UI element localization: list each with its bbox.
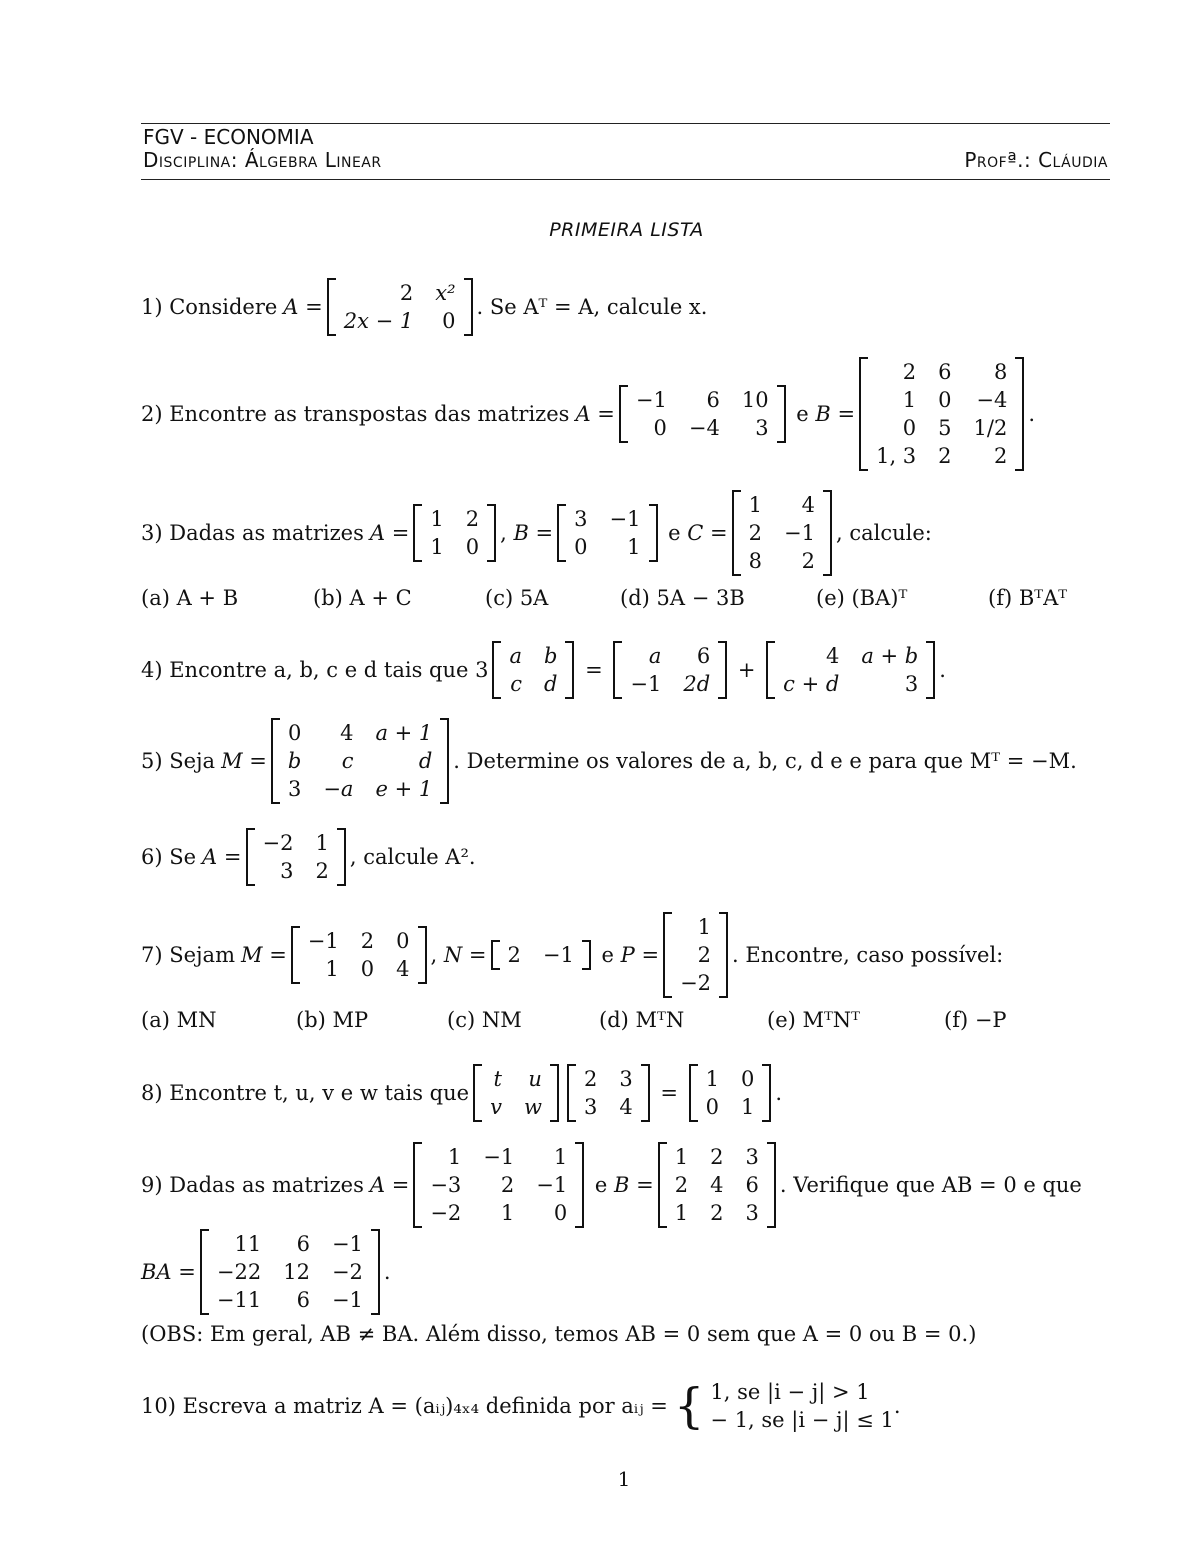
matrix-entry: 4	[340, 721, 354, 745]
matrix-entry: 0	[465, 535, 480, 559]
question-9-tail: . Verifique que AB = 0 e que	[779, 1173, 1082, 1197]
left-bracket	[327, 278, 336, 336]
matrix-entry: 0	[705, 1095, 720, 1119]
matrix-entry: 2	[465, 507, 480, 531]
left-bracket	[658, 1142, 667, 1228]
left-bracket	[246, 828, 255, 886]
matrix-entry: 6	[296, 1232, 310, 1256]
question-1: 1) Considere A = 2 x² 2x − 1 0 . Se Aᵀ = A, calcule x.	[141, 278, 707, 336]
right-bracket	[777, 385, 786, 443]
matrix-entry: 2	[315, 859, 329, 883]
cases	[710, 1380, 894, 1432]
question-6: 6) Se A = −2 1 3 2 , calcule A².	[141, 828, 476, 886]
matrix-entry: 6	[296, 1288, 310, 1312]
question-4-lead: 4) Encontre a, b, c e d tais que 3	[141, 658, 489, 682]
matrix-entry: 1	[447, 1145, 462, 1169]
question-9-ba: BA = 11 6 −1 −22 12 −2 −11 6 −1 .	[141, 1229, 391, 1315]
question-7-lead: 7) Sejam	[141, 943, 235, 967]
q6-matrix-a	[246, 828, 346, 886]
matrix-entry: 2	[938, 444, 952, 468]
q2-matrix-a	[619, 385, 786, 443]
matrix-entry: t	[493, 1067, 502, 1091]
left-bracket	[689, 1064, 698, 1122]
matrix-entry: c	[510, 672, 523, 696]
q3-item-b: (b) A + C	[313, 586, 412, 610]
question-9-obs: (OBS: Em geral, AB ≠ BA. Além disso, temos AB = 0 sem que A = 0 ou B = 0.)	[141, 1322, 977, 1346]
left-bracket	[619, 385, 628, 443]
q3-item-d: (d) 5A − 3B	[620, 586, 745, 610]
left-bracket	[200, 1229, 209, 1315]
q4-matrix-2	[613, 641, 727, 699]
header-bottom-rule	[141, 179, 1110, 180]
matrix-entry: 2	[801, 549, 815, 573]
q2-matrix-b	[859, 357, 1024, 471]
question-3-tail: , calcule:	[835, 521, 932, 545]
q8-matrix-1	[473, 1064, 559, 1122]
matrix-entry: 12	[283, 1260, 310, 1284]
matrix-entry: 3	[287, 777, 302, 801]
matrix-entry: −22	[216, 1260, 262, 1284]
left-bracket	[557, 504, 566, 562]
page-number: 1	[617, 1467, 631, 1491]
right-bracket	[718, 641, 727, 699]
question-10: 10) Escreva a matriz A = (aᵢⱼ)₄ₓ₄ definida por aᵢⱼ = { 1, se |i − j| > 1 − 1, se |i − j| ≤ 1 .	[141, 1378, 901, 1434]
matrix-entry: 4	[396, 957, 410, 981]
header-top-rule	[141, 123, 1110, 124]
q7-item-e: (e) MᵀNᵀ	[767, 1008, 861, 1032]
matrix-entry: −1	[536, 1173, 568, 1197]
right-bracket	[582, 940, 591, 970]
q7-matrix-n	[491, 940, 591, 970]
question-4: 4) Encontre a, b, c e d tais que 3 a b c d = a 6 −1 2d + 4 a + b c + d 3 .	[141, 641, 946, 699]
matrix-entry: 4	[619, 1095, 633, 1119]
matrix-entry: 2	[993, 444, 1008, 468]
case-1: 1, se |i − j| > 1	[710, 1380, 870, 1404]
left-bracket	[492, 641, 501, 699]
matrix-entry: −1	[331, 1232, 363, 1256]
right-bracket	[440, 718, 449, 804]
matrix-entry: 1	[674, 1201, 689, 1225]
question-8: 8) Encontre t, u, v e w tais que t u v w 2 3 3 4 = 1 0 0 1 .	[141, 1064, 782, 1122]
matrix-entry: 0	[741, 1067, 755, 1091]
right-bracket	[565, 641, 574, 699]
matrix-entry: 8	[993, 360, 1008, 384]
matrix-entry: −2	[331, 1260, 363, 1284]
matrix-entry: −1	[630, 672, 662, 696]
left-bracket	[413, 1142, 422, 1228]
matrix-entry: 2	[902, 360, 917, 384]
matrix-entry: a + 1	[375, 721, 433, 745]
question-2: 2) Encontre as transpostas das matrizes A = −1 6 10 0 −4 3 e B = 2 6 8 1 0 −4 0 5 1/2 1, 3 2 2 .	[141, 357, 1035, 471]
matrix-entry: 3	[904, 672, 919, 696]
matrix-entry: 3	[619, 1067, 633, 1091]
q3-item-e: (e) (BA)ᵀ	[816, 586, 908, 610]
right-bracket	[550, 1064, 559, 1122]
q9-matrix-ba	[200, 1229, 380, 1315]
q3-matrix-a	[413, 504, 496, 562]
matrix-entry: 1	[748, 493, 763, 517]
matrix-entry: 0	[360, 957, 375, 981]
q3-item-c: (c) 5A	[485, 586, 549, 610]
matrix-entry: −1	[542, 943, 574, 967]
matrix-entry: 2	[710, 1201, 724, 1225]
matrix-entry: 1	[500, 1201, 515, 1225]
case-2: − 1, se |i − j| ≤ 1	[710, 1408, 894, 1432]
matrix-entry: 0	[938, 388, 952, 412]
matrix-entry: w	[523, 1095, 542, 1119]
right-bracket	[418, 926, 427, 984]
matrix-entry: 1	[315, 831, 329, 855]
question-3: 3) Dadas as matrizes A = 1 2 1 0 , B = 3 −1 0 1 e C = 1 4 2 −1 8 2 , calcule:	[141, 490, 932, 576]
matrix-entry: 1, 3	[876, 444, 917, 468]
left-bracket	[859, 357, 868, 471]
matrix-entry: 1	[430, 535, 444, 559]
professor-label: Profª.: Cláudia	[964, 148, 1108, 172]
matrix-entry: 3	[745, 1145, 759, 1169]
question-6-tail: , calcule A².	[349, 845, 476, 869]
matrix-entry: 6	[938, 360, 952, 384]
question-5: 5) Seja M = 0 4 a + 1 b c d 3 −a e + 1 . Determine os valores de a, b, c, d e e para que Mᵀ = −M.	[141, 718, 1077, 804]
matrix-entry: 6	[706, 388, 720, 412]
matrix-entry: d	[418, 749, 433, 773]
matrix-entry: 3	[574, 507, 588, 531]
matrix-entry: 2	[360, 929, 375, 953]
q5-matrix-m	[271, 718, 449, 804]
matrix-entry: b	[287, 749, 302, 773]
matrix-entry: −4	[688, 416, 720, 440]
question-7-tail: . Encontre, caso possível:	[732, 943, 1004, 967]
q7-item-f: (f) −P	[944, 1008, 1007, 1032]
q8-matrix-2	[567, 1064, 650, 1122]
matrix-entry: x²	[435, 281, 456, 305]
matrix-entry: e + 1	[375, 777, 433, 801]
q3-matrix-c	[732, 490, 832, 576]
right-bracket	[719, 912, 728, 998]
question-9-lead: 9) Dadas as matrizes	[141, 1173, 364, 1197]
matrix-entry: 1	[430, 507, 444, 531]
right-bracket	[487, 504, 496, 562]
matrix-entry: d	[544, 672, 558, 696]
matrix-entry: 2	[399, 281, 414, 305]
left-bracket	[271, 718, 280, 804]
matrix-entry: 1	[902, 388, 917, 412]
matrix-entry: 6	[745, 1173, 759, 1197]
right-bracket	[464, 278, 473, 336]
q3-matrix-b	[557, 504, 657, 562]
matrix-entry: u	[528, 1067, 542, 1091]
matrix-entry: 1	[697, 915, 712, 939]
q7-matrix-p	[663, 912, 728, 998]
matrix-entry: 0	[574, 535, 588, 559]
cases-brace: {	[673, 1378, 705, 1434]
institution-name: FGV - ECONOMIA	[143, 125, 314, 149]
matrix-entry: −1	[483, 1145, 515, 1169]
left-bracket	[291, 926, 300, 984]
question-6-lead: 6) Se	[141, 845, 197, 869]
matrix-entry: 3	[583, 1095, 598, 1119]
matrix-entry: −1	[784, 521, 815, 545]
matrix-entry: −1	[609, 507, 641, 531]
matrix-entry: −1	[635, 388, 667, 412]
q7-item-d: (d) MᵀN	[599, 1008, 685, 1032]
question-10-lead: 10) Escreva a matriz A = (aᵢⱼ)₄ₓ₄ definida por aᵢⱼ =	[141, 1394, 668, 1418]
question-8-lead: 8) Encontre t, u, v e w tais que	[141, 1081, 470, 1105]
q7-matrix-m	[291, 926, 427, 984]
matrix-entry: 4	[825, 644, 840, 668]
matrix-entry: 2	[500, 1173, 515, 1197]
matrix-entry: a	[509, 644, 523, 668]
matrix-entry: 0	[396, 929, 410, 953]
matrix-entry: 2	[697, 943, 712, 967]
question-3-lead: 3) Dadas as matrizes	[141, 521, 364, 545]
q3-item-f: (f) BᵀAᵀ	[988, 586, 1068, 610]
matrix-entry: 1	[553, 1145, 568, 1169]
matrix-entry: 0	[902, 416, 917, 440]
matrix-entry: 2x − 1	[343, 309, 414, 333]
q3-item-a: (a) A + B	[141, 586, 239, 610]
q4-matrix-1	[492, 641, 574, 699]
matrix-entry: a + b	[861, 644, 919, 668]
matrix-entry: 0	[287, 721, 302, 745]
q7-item-a: (a) MN	[141, 1008, 217, 1032]
matrix-entry: −3	[430, 1173, 462, 1197]
q9-matrix-b	[658, 1142, 776, 1228]
matrix-entry: 2	[583, 1067, 598, 1091]
matrix-entry: 10	[741, 388, 769, 412]
matrix-entry: v	[490, 1095, 502, 1119]
matrix-entry: 1	[674, 1145, 689, 1169]
q9-matrix-a	[413, 1142, 584, 1228]
right-bracket	[767, 1142, 776, 1228]
matrix-entry: 2	[710, 1145, 724, 1169]
question-7: 7) Sejam M = −1 2 0 1 0 4 , N = 2 −1 e P = 1 2 −2 . Encontre, caso possível:	[141, 912, 1003, 998]
right-bracket	[649, 504, 658, 562]
matrix-entry: b	[544, 644, 558, 668]
matrix-entry: a	[648, 644, 662, 668]
matrix-entry: c + d	[783, 672, 840, 696]
right-bracket	[641, 1064, 650, 1122]
matrix-entry: −a	[323, 777, 354, 801]
matrix-entry: 1	[627, 535, 641, 559]
matrix-entry: 1	[705, 1067, 720, 1091]
matrix-entry: 3	[280, 859, 294, 883]
right-bracket	[337, 828, 346, 886]
right-bracket	[1015, 357, 1024, 471]
matrix-entry: −4	[976, 388, 1008, 412]
matrix-entry: −2	[680, 971, 712, 995]
matrix-entry: 1	[325, 957, 339, 981]
q4-matrix-3	[766, 641, 935, 699]
discipline-label: Disciplina: Álgebra Linear	[143, 148, 382, 172]
question-2-lead: 2) Encontre as transpostas das matrizes	[141, 402, 570, 426]
left-bracket	[491, 940, 500, 970]
left-bracket	[766, 641, 775, 699]
q7-item-c: (c) NM	[447, 1008, 522, 1032]
matrix-entry: −2	[430, 1201, 462, 1225]
matrix-entry: 2	[748, 521, 763, 545]
right-bracket	[575, 1142, 584, 1228]
right-bracket	[823, 490, 832, 576]
matrix-entry: 2d	[683, 672, 711, 696]
question-1-tail: . Se Aᵀ = A, calcule x.	[476, 295, 708, 319]
page-title: PRIMEIRA LISTA	[549, 219, 704, 241]
left-bracket	[413, 504, 422, 562]
matrix-entry: 4	[710, 1173, 724, 1197]
matrix-entry: 3	[755, 416, 769, 440]
question-5-tail: . Determine os valores de a, b, c, d e e para que Mᵀ = −M.	[453, 749, 1077, 773]
matrix-entry: −1	[331, 1288, 363, 1312]
matrix-entry: 3	[745, 1201, 759, 1225]
q7-item-b: (b) MP	[296, 1008, 369, 1032]
matrix-entry: 1	[741, 1095, 755, 1119]
matrix-entry: −1	[307, 929, 339, 953]
matrix-entry: 1/2	[973, 416, 1008, 440]
matrix-entry: 0	[442, 309, 456, 333]
left-bracket	[732, 490, 741, 576]
left-bracket	[613, 641, 622, 699]
matrix-entry: 0	[653, 416, 667, 440]
right-bracket	[762, 1064, 771, 1122]
matrix-entry: 5	[938, 416, 952, 440]
question-1-lead: 1) Considere	[141, 295, 278, 319]
matrix-entry: 11	[234, 1232, 262, 1256]
matrix-entry: 2	[674, 1173, 689, 1197]
question-9: 9) Dadas as matrizes A = 1 −1 1 −3 2 −1 −2 1 0 e B = 1 2 3 2 4 6 1 2 3 . Verifique que AB = 0 e que	[141, 1142, 1082, 1228]
matrix-entry: 6	[696, 644, 711, 668]
matrix-entry: 2	[507, 943, 521, 967]
question-5-lead: 5) Seja	[141, 749, 216, 773]
matrix-entry: 8	[748, 549, 763, 573]
matrix-entry: c	[341, 749, 354, 773]
matrix-entry: 4	[801, 493, 815, 517]
matrix-entry: 0	[553, 1201, 568, 1225]
right-bracket	[926, 641, 935, 699]
question-7-items	[141, 1008, 1007, 1032]
q1-matrix-a	[327, 278, 473, 336]
left-bracket	[567, 1064, 576, 1122]
question-3-items	[141, 586, 1067, 610]
matrix-entry: −11	[216, 1288, 262, 1312]
q8-matrix-3	[689, 1064, 772, 1122]
left-bracket	[473, 1064, 482, 1122]
left-bracket	[663, 912, 672, 998]
matrix-entry: −2	[262, 831, 294, 855]
right-bracket	[371, 1229, 380, 1315]
